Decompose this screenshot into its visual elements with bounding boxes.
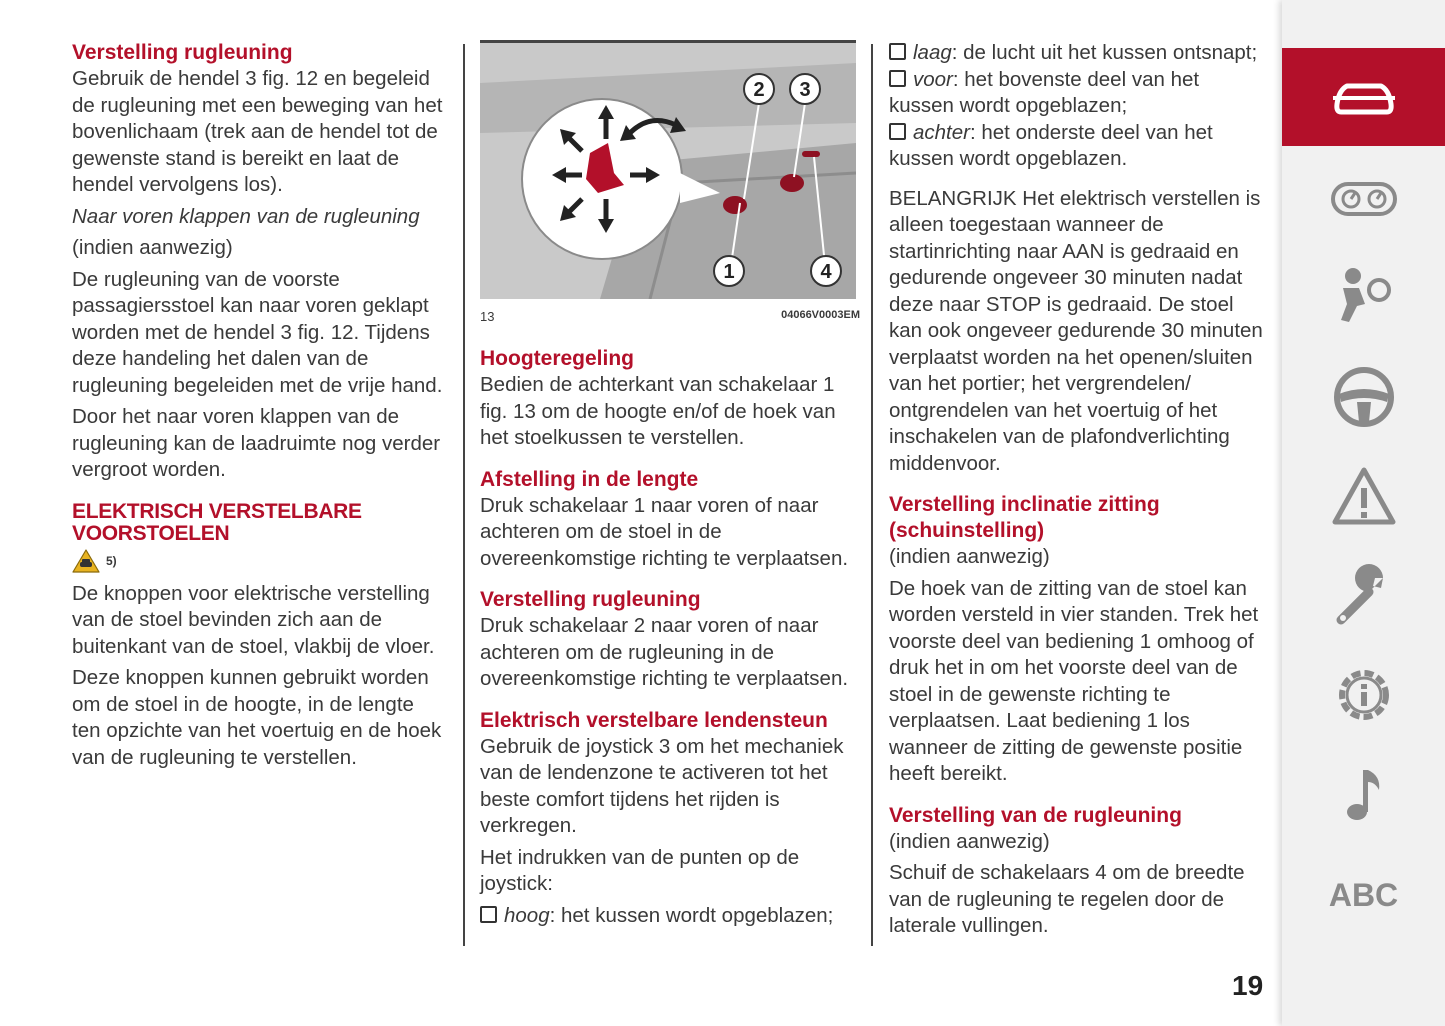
paragraph: Bedien de achterkant van schakelaar 1 fig. 13 om de hoogte en/of de hoek van het stoelkussen te verstellen. (480, 373, 836, 449)
tab-driving[interactable] (1282, 348, 1445, 446)
paragraph: De rugleuning van de voorste passagiersstoel kan naar voren geklapt worden met de hendel 3 fig. 12. Tijdens deze handeling het dalen van de rugleuning begeleiden met de vrije hand. (72, 267, 443, 397)
column-1 (72, 40, 444, 776)
tab-technical-data[interactable] (1282, 646, 1445, 744)
tab-maintenance[interactable] (1282, 548, 1445, 646)
callout-3: 3 (799, 79, 811, 101)
paragraph: (indien aanwezig) (72, 236, 233, 259)
bullet-text: : de lucht uit het kussen ontsnapt; (951, 41, 1258, 64)
paragraph: Gebruik de joystick 3 om het mechaniek van de lendenzone te activeren tot het beste comfort tijdens het rijden is verkregen. (480, 734, 844, 837)
warning-triangle-icon (72, 549, 100, 573)
figure-code: 04066V0003EM (781, 309, 860, 321)
chapter-sidebar (1282, 0, 1445, 1026)
steering-wheel-icon (1329, 362, 1399, 432)
paragraph: Druk schakelaar 2 naar voren of naar achteren om de rugleuning in de overeenkomstige richting te verplaatsen. (480, 614, 849, 690)
paragraph: De hoek van de zitting van de stoel kan worden versteld in vier standen. Trek het voorste deel van bediening 1 omhoog of druk het in om het voorste deel van de stoel in de gewenste richting te verplaatsen. Laat bediening 1 los wanneer de zitting de gewenste positie heeft bereikt. (889, 576, 1259, 785)
bullet-term: laag (913, 41, 952, 64)
tab-multimedia[interactable] (1282, 746, 1445, 844)
airbag-icon (1329, 262, 1399, 332)
wrench-icon (1329, 562, 1399, 632)
abc-index-label: ABC (1328, 876, 1399, 913)
bullet-text: : het kussen wordt opgeblazen; (549, 903, 834, 927)
tab-safety[interactable] (1282, 248, 1445, 346)
car-icon (1329, 72, 1399, 122)
paragraph: Druk schakelaar 1 naar voren of naar achteren om de stoel in de overeenkomstige richting te verplaatsen. (480, 493, 849, 570)
page-number: 19 (1232, 970, 1264, 1001)
subheading-italic: Naar voren klappen van de rugleuning (72, 204, 420, 228)
heading-verstelling-van-de-rugleuning: Verstelling van de rugleuning (889, 803, 1182, 827)
heading-hoogteregeling: Hoogteregeling (480, 347, 635, 370)
column-2 (480, 40, 860, 934)
warning-icon (1329, 464, 1399, 530)
tab-index[interactable] (1282, 846, 1445, 944)
paragraph: Deze knoppen kunnen gebruikt worden om de stoel in de hoogte, in de lengte ten opzichte van het voertuig en de hoek van de rugleuning te verstellen. (72, 666, 442, 769)
callout-2: 2 (753, 79, 765, 101)
column-divider (871, 44, 873, 946)
warning-reference (72, 549, 444, 573)
paragraph: (indien aanwezig) (889, 545, 1050, 568)
callout-4: 4 (820, 261, 832, 283)
checkbox-bullet-icon (889, 43, 906, 60)
dashboard-icon (1329, 174, 1399, 224)
bullet-term: hoog (504, 903, 550, 927)
bullet-item (889, 120, 1269, 173)
bullet-item (889, 67, 1269, 120)
heading-verstelling-rugleuning: Verstelling rugleuning (72, 41, 293, 64)
checkbox-bullet-icon (480, 906, 497, 923)
paragraph: De knoppen voor elektrische verstelling van de stoel bevinden zich aan de buitenkant van de stoel, vlakbij de vloer. (72, 581, 435, 658)
important-note: BELANGRIJK Het elektrisch verstellen is alleen toegestaan wanneer de startinrichting naar AAN is gedraaid en gedurende ongeveer 30 minuten nadat deze naar STOP is gedraaid. De stoel kan ook ongeveer gedurende 30 minuten verplaatst worden na het openen/sluiten van het portier; het vergrendelen/ ontgrendelen van het voertuig of het inschakelen van de plafondverlichting middenvoor. (889, 186, 1263, 475)
gear-info-icon (1329, 660, 1399, 730)
heading-afstelling-lengte: Afstelling in de lengte (480, 467, 699, 491)
tab-warnings[interactable] (1282, 448, 1445, 546)
checkbox-bullet-icon (889, 123, 906, 140)
figure-caption (480, 309, 860, 324)
heading-verstelling-rugleuning: Verstelling rugleuning (480, 588, 701, 611)
checkbox-bullet-icon (889, 70, 906, 87)
bullet-item (480, 903, 860, 930)
heading-lendensteun: Elektrisch verstelbare lendensteun (480, 708, 828, 732)
figure-13-seat-controls (480, 40, 856, 299)
warning-ref-number: 5) (106, 553, 117, 568)
bullet-text: : het bovenste deel van het kussen wordt opgeblazen; (889, 67, 1200, 117)
heading-inclinatie-zitting: Verstelling inclinatie zitting (schuinstelling) (889, 493, 1160, 542)
bullet-term: voor (913, 67, 953, 91)
column-divider (463, 44, 465, 946)
seat-controls-illustration (480, 43, 856, 299)
section-heading: ELEKTRISCH VERSTELBARE VOORSTOELEN (72, 499, 362, 545)
paragraph: Schuif de schakelaars 4 om de breedte van de rugleuning te regelen door de laterale vullingen. (889, 861, 1245, 937)
paragraph: Gebruik de hendel 3 fig. 12 en begeleid de rugleuning met een beweging van het bovenlichaam (trek aan de hendel tot de gewenste stand is bereikt en laat de hendel vervolgens los). (72, 67, 443, 196)
paragraph: (indien aanwezig) (889, 829, 1050, 853)
tab-car[interactable] (1282, 48, 1445, 146)
bullet-term: achter (913, 120, 970, 144)
music-note-icon (1329, 760, 1399, 830)
paragraph: Door het naar voren klappen van de rugleuning kan de laadruimte nog verder vergroot worden. (72, 405, 441, 481)
column-3 (889, 40, 1269, 945)
figure-number: 13 (480, 309, 495, 324)
callout-1: 1 (723, 261, 735, 283)
paragraph: Het indrukken van de punten op de joystick: (480, 845, 800, 895)
tab-dashboard[interactable] (1282, 150, 1445, 248)
bullet-text: : het onderste deel van het kussen wordt opgeblazen. (889, 120, 1213, 170)
bullet-item (889, 40, 1269, 67)
